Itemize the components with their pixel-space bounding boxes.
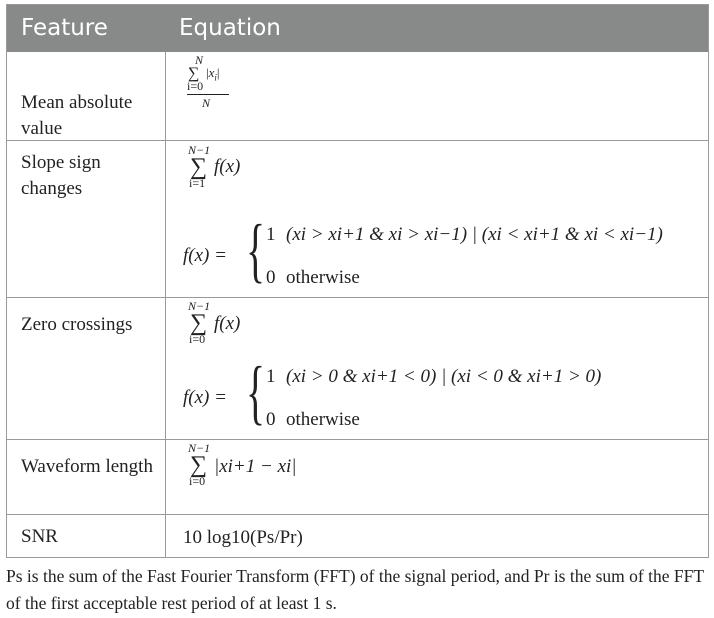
- feature-zc: Zero crossings: [21, 314, 133, 335]
- feature-equation-table: [6, 4, 709, 558]
- f-of-x-def: f(x) =: [183, 245, 227, 266]
- f-of-x: f(x): [214, 313, 241, 334]
- sigma-symbol: ∑: [190, 310, 208, 336]
- left-brace: {: [246, 210, 266, 290]
- sum-upper-limit: N−1: [188, 299, 211, 313]
- wl-term: |xi+1 − xi|: [214, 456, 297, 477]
- sum-lower-limit: i=0: [189, 332, 206, 346]
- column-divider: [165, 52, 166, 558]
- otherwise-label: otherwise: [286, 409, 360, 430]
- sigma-symbol: ∑: [188, 65, 200, 82]
- sum-lower-limit: i=0: [189, 474, 206, 488]
- case-value-1: 1: [266, 224, 276, 245]
- feature-snr: SNR: [21, 526, 58, 547]
- header-feature: Feature: [21, 15, 108, 41]
- sum-upper-limit: N−1: [188, 143, 211, 157]
- case-value-0: 0: [266, 267, 276, 288]
- row-divider: [7, 297, 708, 298]
- feature-mav: Mean absolute value: [21, 92, 133, 139]
- table-header: [7, 5, 708, 52]
- feature-ssc: Slope sign changes: [21, 152, 101, 199]
- row-divider: [7, 514, 708, 515]
- sum-upper-limit: N: [195, 53, 204, 67]
- header-equation: Equation: [179, 15, 281, 41]
- sum-lower-limit: i=0: [187, 79, 204, 93]
- equation-snr: 10 log10(Ps/Pr): [183, 527, 303, 548]
- otherwise-label: otherwise: [286, 267, 360, 288]
- ssc-condition: (xi > xi+1 & xi > xi−1) | (xi < xi+1 & xi < xi−1): [286, 224, 663, 245]
- feature-wl: Waveform length: [21, 456, 153, 477]
- sum-lower-limit: i=1: [189, 176, 206, 190]
- case-value-1: 1: [266, 366, 276, 387]
- case-value-0: 0: [266, 409, 276, 430]
- left-brace: {: [246, 352, 266, 432]
- sum-upper-limit: N−1: [188, 441, 211, 455]
- f-of-x-def: f(x) =: [183, 387, 227, 408]
- fraction-bar: [187, 94, 229, 95]
- sigma-symbol: ∑: [190, 452, 208, 478]
- abs-xi: $|x_i|$: [206, 65, 220, 83]
- f-of-x: f(x): [214, 156, 241, 177]
- row-divider: [7, 439, 708, 440]
- zc-condition: (xi > 0 & xi+1 < 0) | (xi < 0 & xi+1 > 0): [286, 366, 602, 387]
- fraction-denominator: N: [202, 96, 211, 110]
- sigma-symbol: ∑: [190, 154, 208, 180]
- table-footnote: Ps is the sum of the Fast Fourier Transform (FFT) of the signal period, and Pr is the sum of the FFT of the first acceptable rest period of at least 1 s.: [6, 566, 704, 613]
